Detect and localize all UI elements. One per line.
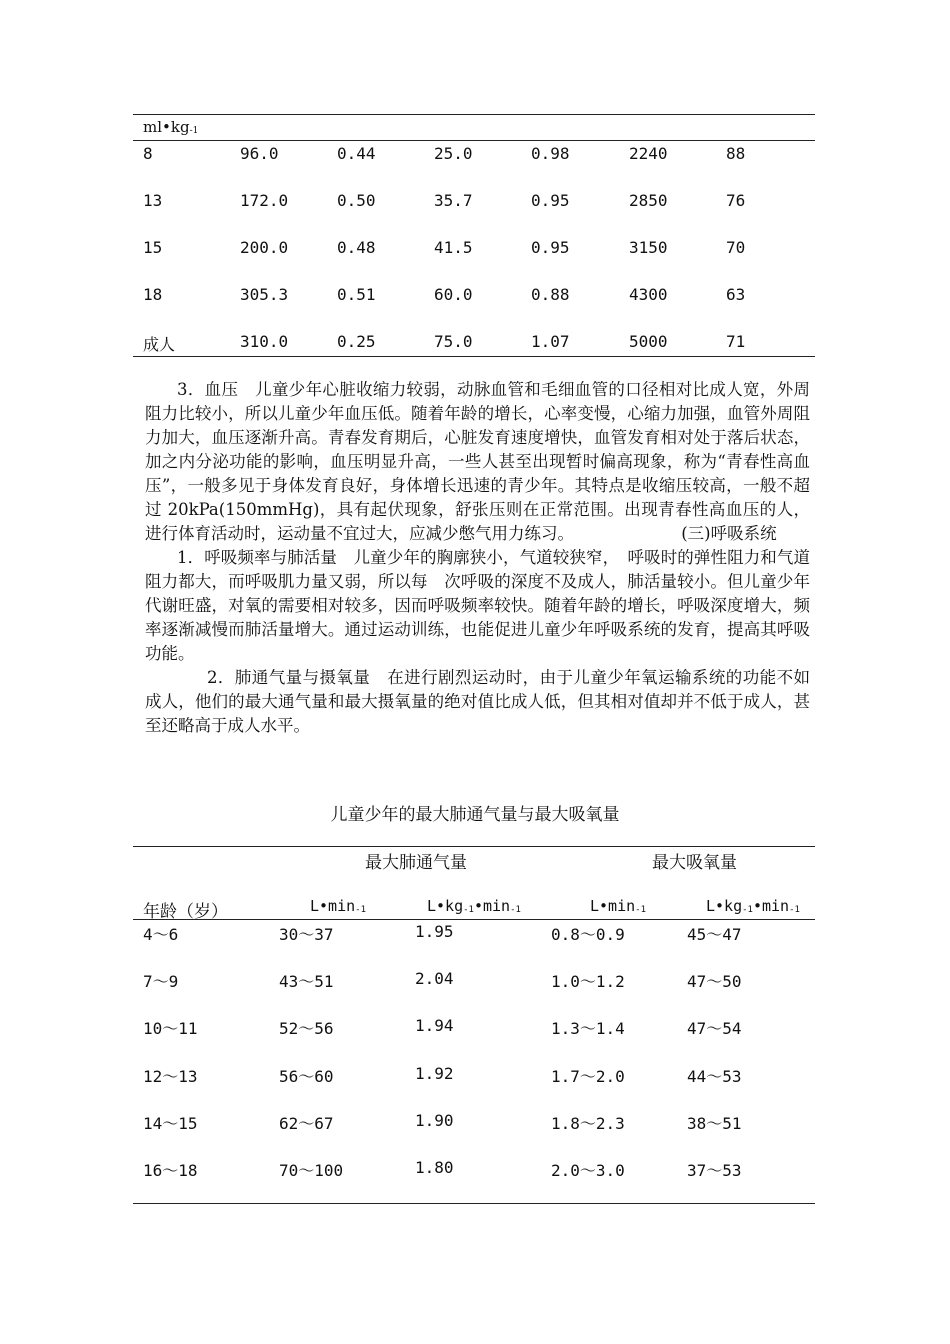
table2-caption: 儿童少年的最大肺通气量与最大吸氧量 xyxy=(330,805,620,825)
table1-header-rule xyxy=(133,140,815,141)
subheader-oxygen-abs: L•min-1 xyxy=(590,897,646,915)
subheader-ventilation-abs: L•min-1 xyxy=(310,897,366,915)
group-header-ventilation: 最大肺通气量 xyxy=(365,853,467,873)
age-column-header: 年龄（岁） xyxy=(143,902,228,922)
body-text xyxy=(145,378,810,738)
paragraph-ventilation: 2．肺通气量与摄氧量 在进行剧烈运动时，由于儿童少年氧运输系统的功能不如成人，他们的最大通气量和最大摄氧量的绝对值比成人低，但其相对值却并不低于成人，甚至还略高于成人水平。 xyxy=(145,668,810,735)
table2-bottom-rule xyxy=(133,1203,815,1204)
table2-top-rule xyxy=(133,846,815,847)
table-row: 4～6 30～37 1.95 0.8～0.9 45～47 xyxy=(143,922,742,944)
table-row: 10～11 52～56 1.94 1.3～1.4 47～54 xyxy=(143,1016,742,1038)
table-row: 7～9 43～51 2.04 1.0～1.2 47～50 xyxy=(143,969,742,991)
section-heading-respiratory: (三)呼吸系统 xyxy=(681,524,777,543)
table-row: 成人 310.0 0.25 75.0 1.07 5000 71 xyxy=(143,332,746,354)
group-header-oxygen: 最大吸氧量 xyxy=(652,853,737,873)
table-row: 18 305.3 0.51 60.0 0.88 4300 63 xyxy=(143,285,746,304)
table-row: 12～13 56～60 1.92 1.7～2.0 44～53 xyxy=(143,1064,742,1086)
table-row: 16～18 70～100 1.80 2.0～3.0 37～53 xyxy=(143,1158,742,1180)
table1-unit-label: $ml•kg_{-1}$ xyxy=(143,118,199,136)
subheader-oxygen-rel: L•kg-1•min-1 xyxy=(706,897,800,915)
table2-header-rule xyxy=(133,919,815,920)
paragraph-blood-pressure: 3．血压 儿童少年心脏收缩力较弱，动脉血管和毛细血管的口径相对比成人宽，外周阻力比较小，所以儿童少年血压低。随着年龄的增长，心率变慢，心缩力加强，血管外周阻力加大，血压逐渐升高。青春发育期后，心脏发育速度增快，血管发育相对处于落后状态，加之内分泌功能的影响，血压明显升高，一些人甚至出现暂时偏高现象，称为“青春性高血压”，一般多见于身体发育良好，身体增长迅速的青少年。其特点是收缩压较高，一般不超过 20kPa(150mmHg)，具有起伏现象，舒张压则在正常范围。出现青春性高血压的人，进行体育活动时，运动量不宜过大，应减少憋气用力练习。 (三)呼吸系统 xyxy=(145,380,810,543)
subheader-ventilation-rel: L•kg-1•min-1 xyxy=(427,897,521,915)
table-row: 14～15 62～67 1.90 1.8～2.3 38～51 xyxy=(143,1111,742,1133)
paragraph-respiration: 1．呼吸频率与肺活量 儿童少年的胸廓狭小，气道较狭窄， 呼吸时的弹性阻力和气道阻力都大，而呼吸肌力量又弱，所以每 次呼吸的深度不及成人，肺活量较小。但儿童少年代谢旺盛，对氧的需要相对较多，因而呼吸频率较快。随着年龄的增长，呼吸深度增大，频率逐渐减慢而肺活量增大。通过运动训练，也能促进儿童少年呼吸系统的发育，提高其呼吸功能。 xyxy=(145,548,810,663)
table-row: 15 200.0 0.48 41.5 0.95 3150 70 xyxy=(143,238,746,257)
table-row: 13 172.0 0.50 35.7 0.95 2850 76 xyxy=(143,191,746,210)
table1-bottom-rule xyxy=(133,356,815,357)
table1-top-rule xyxy=(133,114,815,115)
table-row: 8 96.0 0.44 25.0 0.98 2240 88 xyxy=(143,144,746,163)
